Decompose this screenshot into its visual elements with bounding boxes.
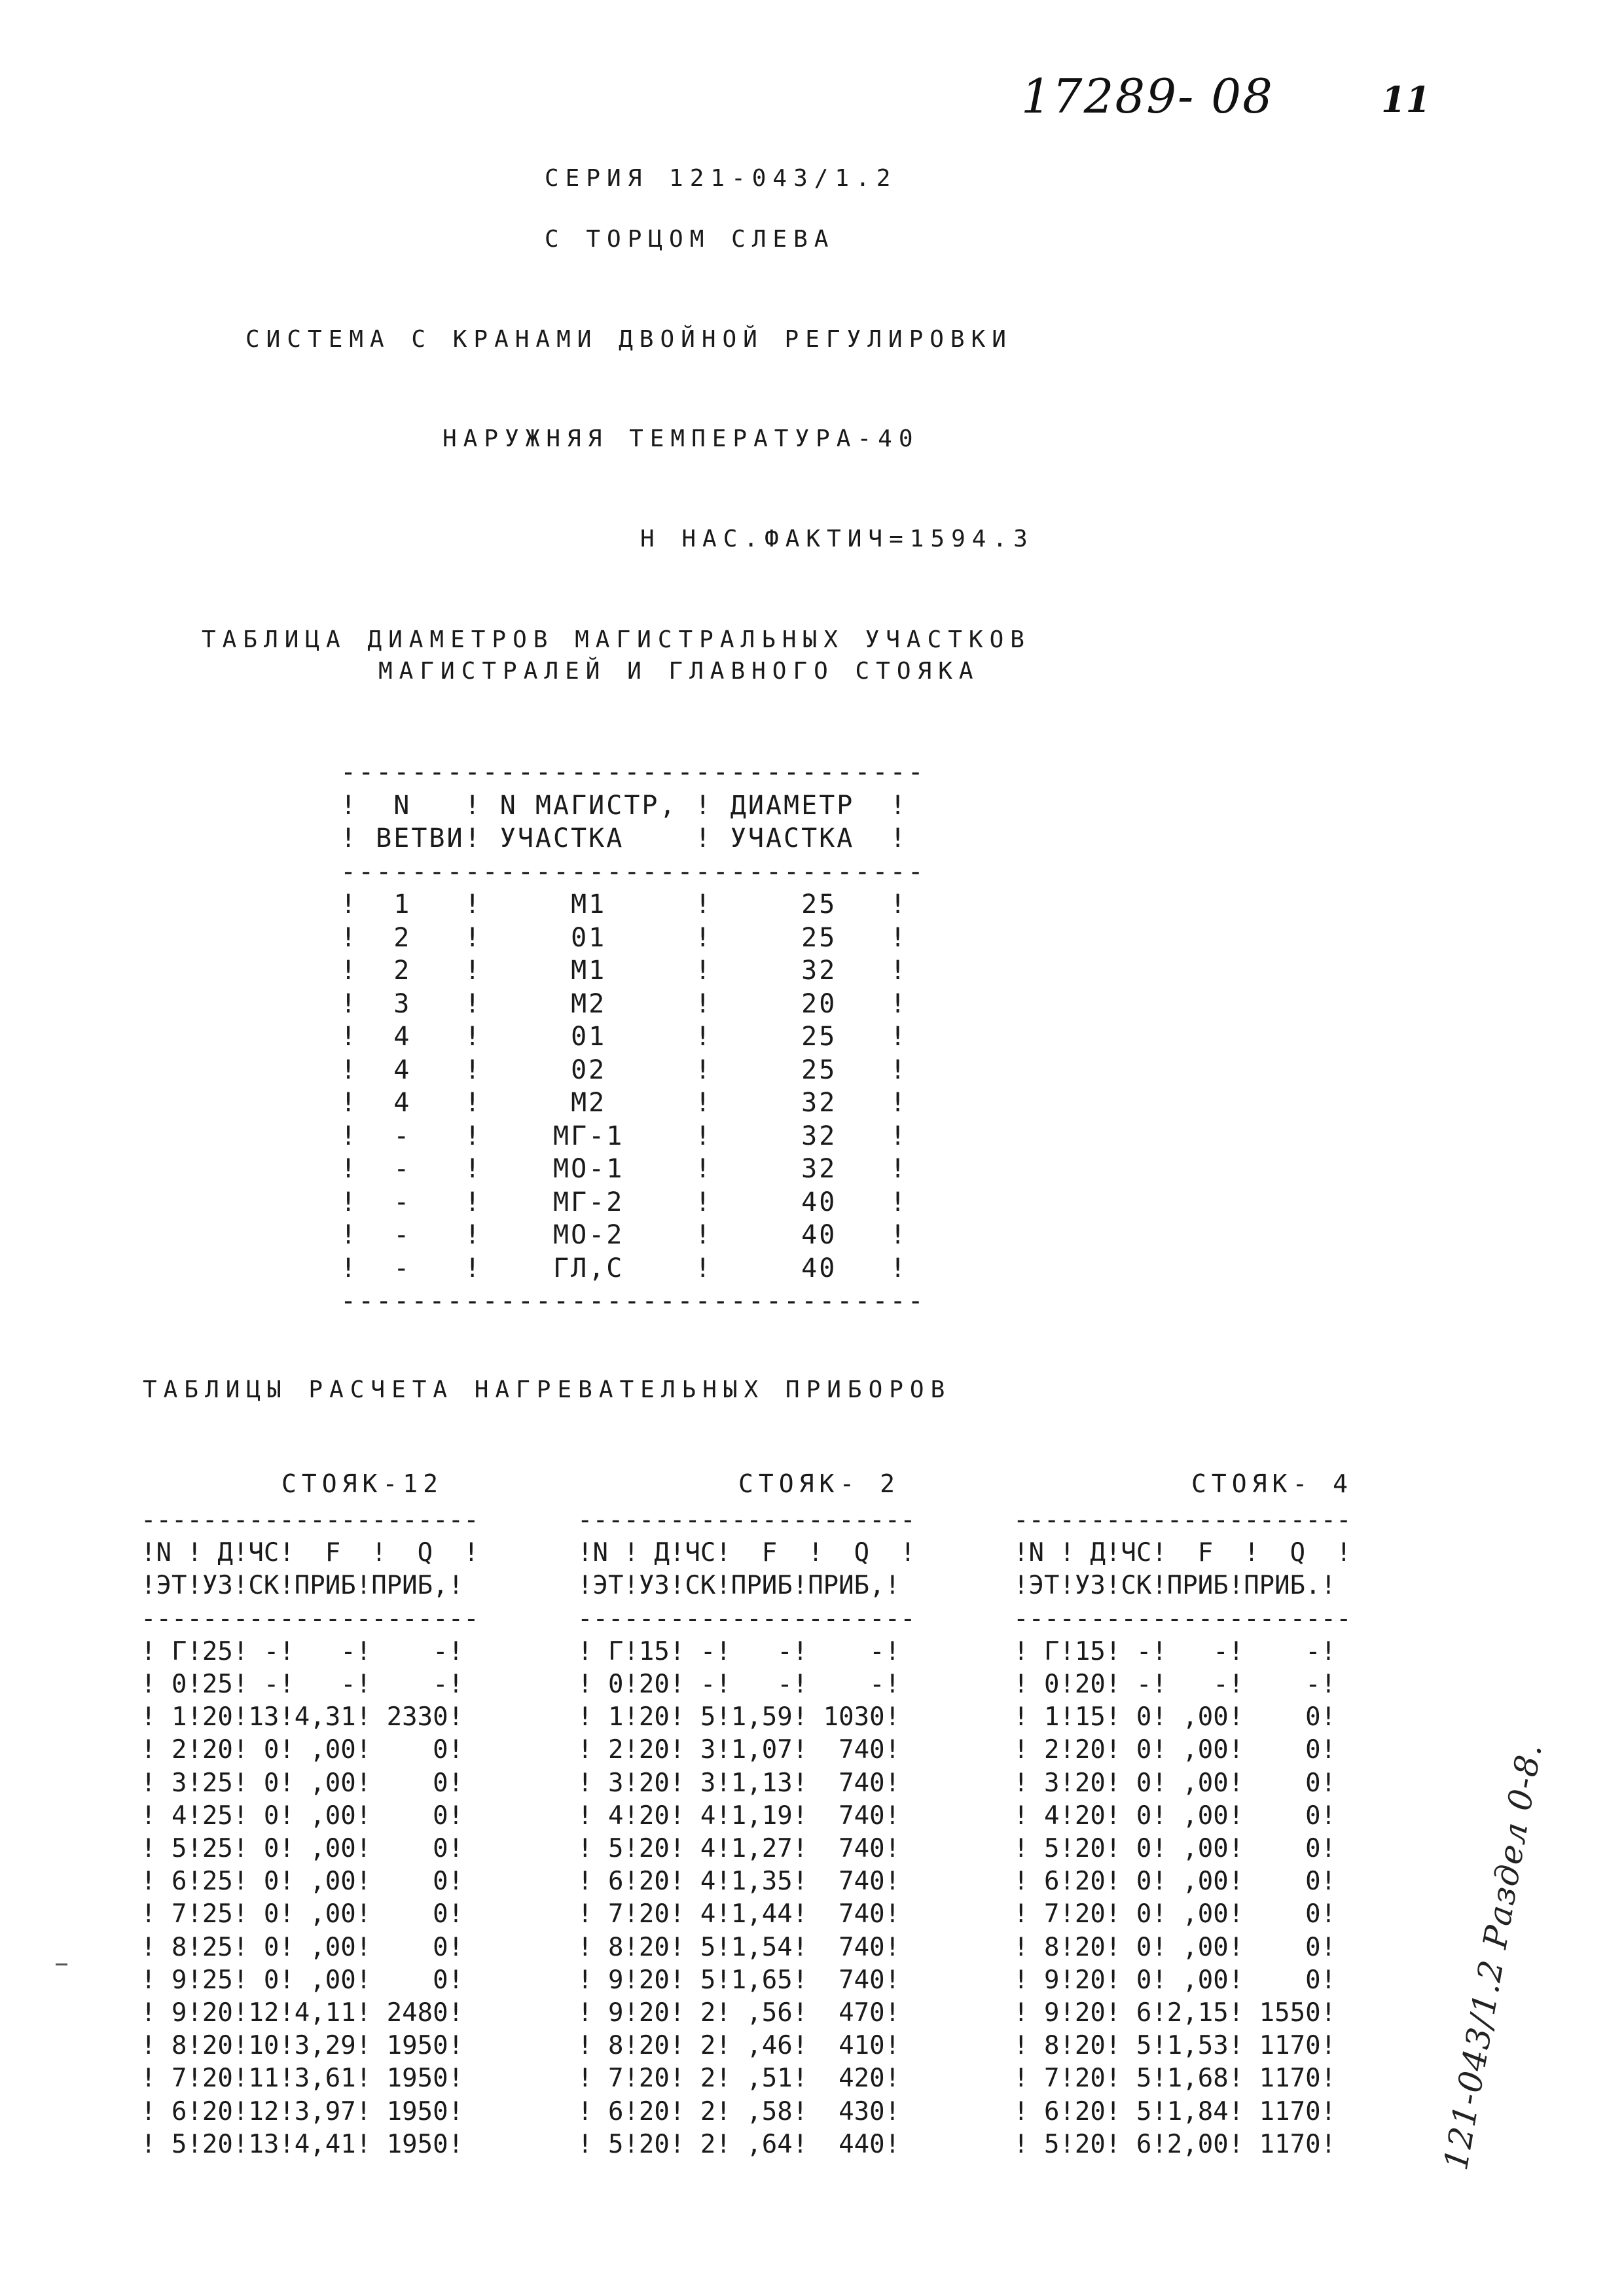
table-row: ! - ! МО-2 ! 40 ! [340,1220,908,1250]
diameter-table-title-1: ТАБЛИЦА ДИАМЕТРОВ МАГИСТРАЛЬНЫХ УЧАСТКОВ [202,626,1031,653]
table-row: ! 9!20! 6!2,15! 1550! [1013,1998,1337,2028]
table-row: ! 3!20! 0! ,00! 0! [1013,1768,1337,1798]
table-row: ! 8!25! 0! ,00! 0! [141,1932,464,1962]
table-row: ! 4!25! 0! ,00! 0! [141,1801,464,1831]
pressure-actual: Н НАС.ФАКТИЧ=1594.3 [640,526,1034,552]
table-row: ! 4 ! 01 ! 25 ! [340,1022,908,1052]
stand-2-table [577,1504,916,2161]
table-row: ! 6!25! 0! ,00! 0! [141,1867,464,1897]
table-rule: ---------------------- [1013,1505,1352,1535]
table-row: ! 3!20! 3!1,13! 740! [577,1768,901,1798]
table-row: ! 7!20!11!3,61! 1950! [141,2064,464,2094]
table-row: ! 6!20!12!3,97! 1950! [141,2096,464,2126]
table-row: ! 5!20! 2! ,64! 440! [577,2129,901,2159]
table-row: ! 8!20! 0! ,00! 0! [1013,1932,1337,1962]
table-rule: ---------------------- [1013,1604,1352,1634]
table-row: ! 5!25! 0! ,00! 0! [141,1834,464,1864]
table-row: ! 7!20! 2! ,51! 420! [577,2064,901,2094]
table-row: ! 1!20!13!4,31! 2330! [141,1702,464,1732]
table-row: ! 2!20! 3!1,07! 740! [577,1735,901,1765]
table-row: ! 1 ! М1 ! 25 ! [340,889,908,920]
table-row: ! 9!25! 0! ,00! 0! [141,1965,464,1995]
system-title: СИСТЕМА С КРАНАМИ ДВОЙНОЙ РЕГУЛИРОВКИ [245,326,1013,353]
table-row: ! 4!20! 0! ,00! 0! [1013,1801,1337,1831]
diameter-table [340,756,926,1318]
table-row: ! 6!20! 2! ,58! 430! [577,2096,901,2126]
handwritten-side-note: 121-043/1.2 Раздел 0-8. [1437,1739,1550,2174]
table-header-row: !ЭТ!УЗ!СК!ПРИБ!ПРИБ,! [141,1571,464,1601]
table-row: ! 5!20!13!4,41! 1950! [141,2129,464,2159]
table-row: ! 8!20! 2! ,46! 410! [577,2031,901,2061]
table-row: ! Г!15! -! -! -! [577,1636,901,1666]
table-row: ! 8!20! 5!1,53! 1170! [1013,2031,1337,2061]
diameter-table-title-2: МАГИСТРАЛЕЙ И ГЛАВНОГО СТОЯКА [378,658,980,685]
table-header-row: !N ! Д!ЧС! F ! Q ! [577,1538,916,1568]
table-row: ! - ! МГ-1 ! 32 ! [340,1120,908,1151]
heaters-title: ТАБЛИЦЫ РАСЧЕТА НАГРЕВАТЕЛЬНЫХ ПРИБОРОВ [143,1376,952,1403]
table-header-row: ! N ! N МАГИСТР, ! ДИАМЕТР ! [340,790,908,821]
table-row: ! 1!20! 5!1,59! 1030! [577,1702,901,1732]
table-rule: ---------------------- [141,1604,479,1634]
table-row: ! 6!20! 0! ,00! 0! [1013,1867,1337,1897]
table-row: ! 8!20!10!3,29! 1950! [141,2031,464,2061]
page-number: 11 [1381,79,1431,120]
table-row: ! 7!20! 5!1,68! 1170! [1013,2064,1337,2094]
table-header-row: !N ! Д!ЧС! F ! Q ! [141,1538,479,1568]
table-row: ! - ! МГ-2 ! 40 ! [340,1187,908,1217]
table-row: ! 6!20! 5!1,84! 1170! [1013,2096,1337,2126]
table-row: ! 4!20! 4!1,19! 740! [577,1801,901,1831]
table-row: ! 0!20! -! -! -! [577,1670,901,1700]
table-row: ! 0!20! -! -! -! [1013,1670,1337,1700]
table-row: ! 2!20! 0! ,00! 0! [141,1735,464,1765]
table-row: ! 5!20! 6!2,00! 1170! [1013,2129,1337,2159]
table-header-row: !N ! Д!ЧС! F ! Q ! [1013,1538,1352,1568]
table-row: ! 7!25! 0! ,00! 0! [141,1899,464,1929]
table-row: ! 5!20! 4!1,27! 740! [577,1834,901,1864]
table-rule: ---------------------- [577,1604,916,1634]
table-row: ! - ! ГЛ,С ! 40 ! [340,1253,908,1283]
table-row: ! 9!20! 2! ,56! 470! [577,1998,901,2028]
table-row: ! 5!20! 0! ,00! 0! [1013,1834,1337,1864]
table-row: ! 2 ! М1 ! 32 ! [340,956,908,986]
table-rule: --------------------------------- [340,856,926,887]
table-row: ! 2 ! 01 ! 25 ! [340,922,908,953]
table-header-row: !ЭТ!УЗ!СК!ПРИБ!ПРИБ.! [1013,1571,1337,1601]
table-row: ! 4 ! 02 ! 25 ! [340,1054,908,1085]
table-rule: --------------------------------- [340,757,926,787]
document-number: 17289- 08 [1021,69,1274,124]
stand-12-title: СТОЯК-12 [281,1469,444,1498]
table-row: ! 2!20! 0! ,00! 0! [1013,1735,1337,1765]
stand-2-title: СТОЯК- 2 [738,1469,901,1498]
table-row: ! 7!20! 4!1,44! 740! [577,1899,901,1929]
table-header-row: !ЭТ!УЗ!СК!ПРИБ!ПРИБ,! [577,1571,901,1601]
table-row: ! 3!25! 0! ,00! 0! [141,1768,464,1798]
outdoor-temperature: НАРУЖНЯЯ ТЕМПЕРАТУРА-40 [442,425,920,452]
stand-4-title: СТОЯК- 4 [1191,1469,1354,1498]
series-label: СЕРИЯ 121-043/1.2 [545,165,897,192]
stand-12-table [141,1504,479,2161]
table-row: ! 0!25! -! -! -! [141,1670,464,1700]
margin-mark [56,1963,67,1965]
table-row: ! 3 ! М2 ! 20 ! [340,988,908,1019]
table-row: ! - ! МО-1 ! 32 ! [340,1154,908,1184]
table-row: ! Г!25! -! -! -! [141,1636,464,1666]
table-row: ! 6!20! 4!1,35! 740! [577,1867,901,1897]
table-rule: ---------------------- [577,1505,916,1535]
table-row: ! 9!20! 0! ,00! 0! [1013,1965,1337,1995]
table-header-row: ! ВЕТВИ! УЧАСТКА ! УЧАСТКА ! [340,823,908,853]
subtitle: С ТОРЦОМ СЛЕВА [545,226,835,253]
stand-4-table [1013,1504,1352,2161]
table-rule: ---------------------- [141,1505,479,1535]
table-row: ! 8!20! 5!1,54! 740! [577,1932,901,1962]
table-rule: --------------------------------- [340,1286,926,1316]
table-row: ! 7!20! 0! ,00! 0! [1013,1899,1337,1929]
table-row: ! 9!20!12!4,11! 2480! [141,1998,464,2028]
table-row: ! 1!15! 0! ,00! 0! [1013,1702,1337,1732]
table-row: ! Г!15! -! -! -! [1013,1636,1337,1666]
table-row: ! 4 ! М2 ! 32 ! [340,1088,908,1118]
table-row: ! 9!20! 5!1,65! 740! [577,1965,901,1995]
